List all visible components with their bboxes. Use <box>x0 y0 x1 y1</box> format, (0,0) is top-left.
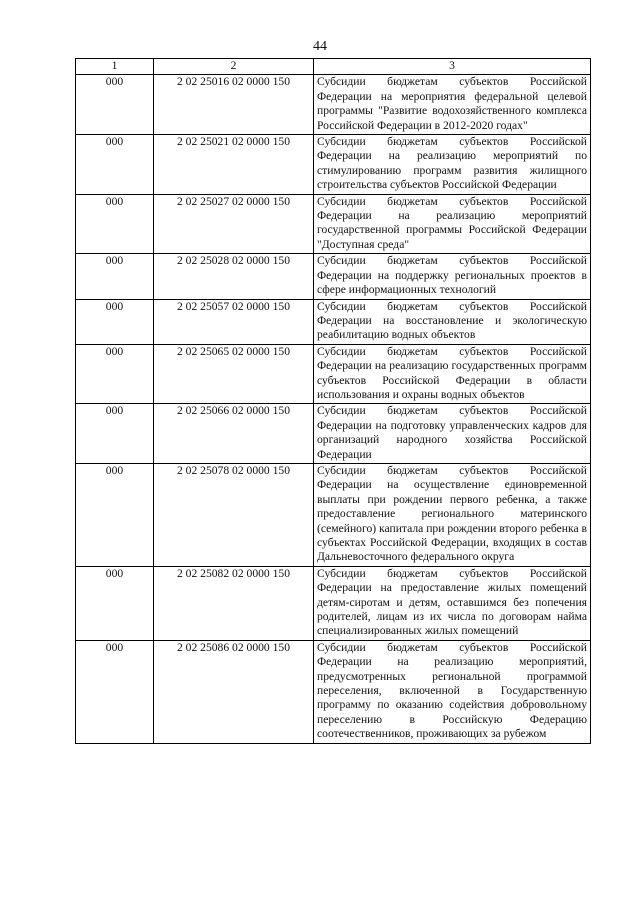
admin-code-cell: 000 <box>76 566 154 640</box>
budget-code-cell: 2 02 25016 02 0000 150 <box>154 75 314 135</box>
admin-code-cell: 000 <box>76 135 154 195</box>
budget-code-cell: 2 02 25082 02 0000 150 <box>154 566 314 640</box>
income-name-cell: Субсидии бюджетам субъектов Российской Федерации на реализацию мероприятий государственной программы Российской Федерации "Доступная среда" <box>314 194 591 254</box>
page-number: 44 <box>313 39 327 54</box>
income-name-cell: Субсидии бюджетам субъектов Российской Федерации на мероприятия федеральной целевой программы "Развитие водохозяйственного комплекса Российской Федерации в 2012-2020 годах" <box>314 75 591 135</box>
budget-code-cell: 2 02 25066 02 0000 150 <box>154 404 314 464</box>
income-name-cell: Субсидии бюджетам субъектов Российской Федерации на реализацию мероприятий, предусмотренных региональной программой переселения, включенной в Государственную программу по оказанию содействия добровольному переселению в Российскую Федерацию соотечественников, проживающих за рубежом <box>314 640 591 743</box>
income-name-cell: Субсидии бюджетам субъектов Российской Федерации на осуществление единовременной выплаты при рождении первого ребенка, а также предоставление регионального материнского (семейного) капитала при рождении второго ребенка в субъектах Российской Федерации, входящих в состав Дальневосточного федерального округа <box>314 463 591 566</box>
income-name-cell: Субсидии бюджетам субъектов Российской Федерации на реализацию мероприятий по стимулированию программ развития жилищного строительства субъектов Российской Федерации <box>314 135 591 195</box>
budget-code-cell: 2 02 25078 02 0000 150 <box>154 463 314 566</box>
admin-code-cell: 000 <box>76 404 154 464</box>
income-name-cell: Субсидии бюджетам субъектов Российской Федерации на реализацию государственных программ субъектов Российской Федерации в области использования и охраны водных объектов <box>314 344 591 404</box>
table-row <box>76 194 591 254</box>
admin-code-cell: 000 <box>76 194 154 254</box>
admin-code-cell: 000 <box>76 75 154 135</box>
table-row <box>76 463 591 566</box>
admin-code-cell: 000 <box>76 344 154 404</box>
income-name-cell: Субсидии бюджетам субъектов Российской Федерации на восстановление и экологическую реабилитацию водных объектов <box>314 299 591 344</box>
admin-code-cell: 000 <box>76 640 154 743</box>
admin-code-cell: 000 <box>76 299 154 344</box>
income-name-cell: Субсидии бюджетам субъектов Российской Федерации на предоставление жилых помещений детям-сиротам и детям, оставшимся без попечения родителей, лицам из их числа по договорам найма специализированных жилых помещений <box>314 566 591 640</box>
budget-code-cell: 2 02 25021 02 0000 150 <box>154 135 314 195</box>
budget-classification-table <box>75 58 591 744</box>
budget-code-cell: 2 02 25028 02 0000 150 <box>154 254 314 299</box>
income-name-cell: Субсидии бюджетам субъектов Российской Федерации на подготовку управленческих кадров для организаций народного хозяйства Российской Федерации <box>314 404 591 464</box>
budget-code-cell: 2 02 25027 02 0000 150 <box>154 194 314 254</box>
header-cell-col1: 1 <box>76 59 154 75</box>
header-cell-col2: 2 <box>154 59 314 75</box>
table-row <box>76 566 591 640</box>
table-row <box>76 344 591 404</box>
table-row <box>76 299 591 344</box>
admin-code-cell: 000 <box>76 254 154 299</box>
income-name-cell: Субсидии бюджетам субъектов Российской Федерации на поддержку региональных проектов в сфере информационных технологий <box>314 254 591 299</box>
table-row <box>76 640 591 743</box>
table-row <box>76 75 591 135</box>
table-row <box>76 404 591 464</box>
budget-code-cell: 2 02 25086 02 0000 150 <box>154 640 314 743</box>
table-header-row <box>76 59 591 75</box>
header-cell-col3: 3 <box>314 59 591 75</box>
table-row <box>76 135 591 195</box>
table-row <box>76 254 591 299</box>
budget-code-cell: 2 02 25057 02 0000 150 <box>154 299 314 344</box>
budget-code-cell: 2 02 25065 02 0000 150 <box>154 344 314 404</box>
admin-code-cell: 000 <box>76 463 154 566</box>
